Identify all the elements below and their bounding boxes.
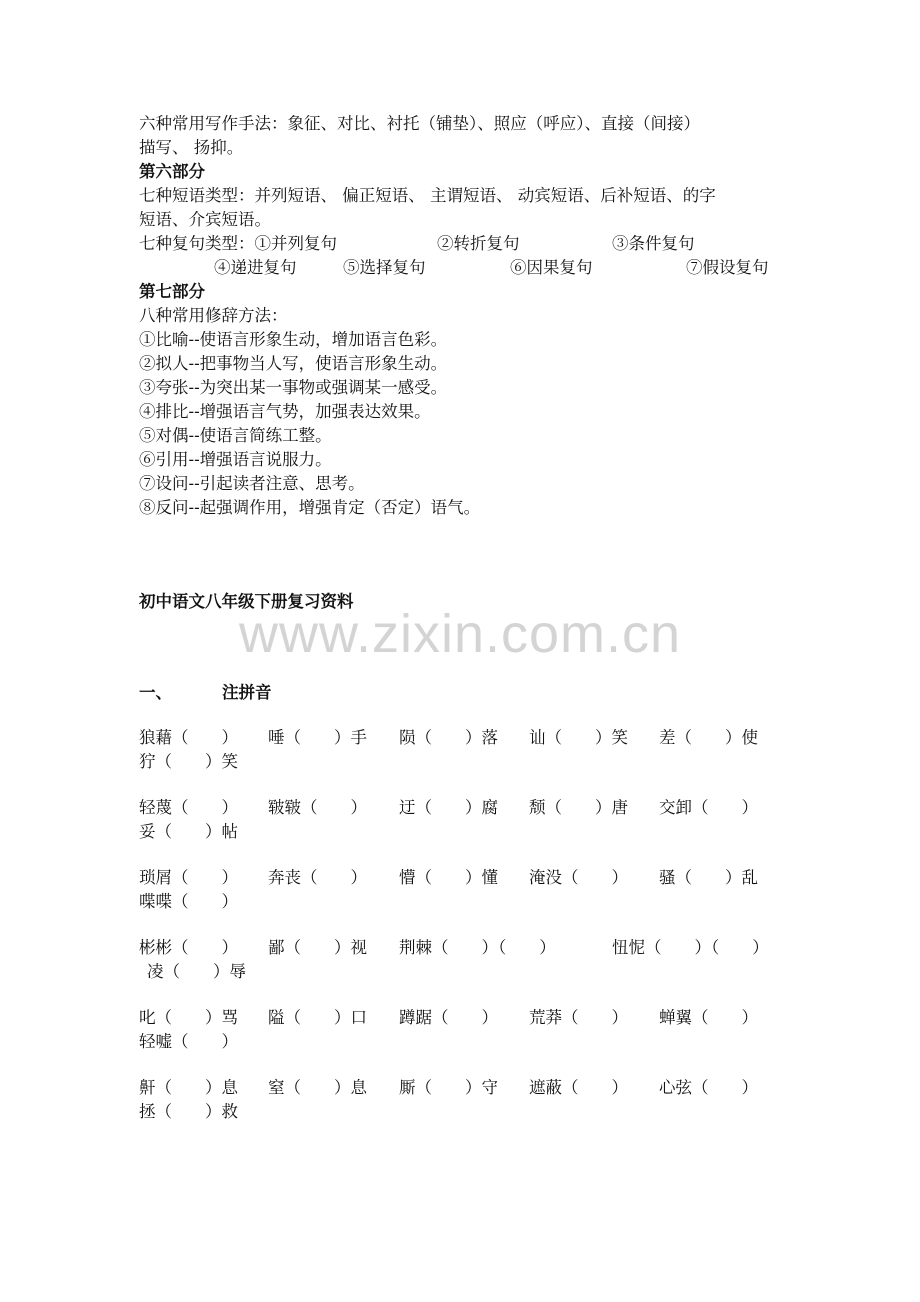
rhetoric-item: ②拟人--把事物当人写，使语言形象生动。 — [139, 354, 448, 373]
pinyin-blank: 淹没（ ） — [529, 868, 628, 887]
pinyin-blank: 窒（ ）息 — [268, 1078, 367, 1097]
pinyin-blank: 厮（ ）守 — [399, 1078, 498, 1097]
pinyin-blank: 妥（ ）帖 — [139, 822, 238, 841]
rhetoric-item: ⑦设问--引起读者注意、思考。 — [139, 474, 365, 493]
rhetoric-item: ④排比--增强语言气势，加强表达效果。 — [139, 402, 431, 421]
pinyin-blank: 懵（ ）懂 — [399, 868, 498, 887]
rhetoric-item: ⑧反问--起强调作用，增强肯定（否定）语气。 — [139, 498, 481, 517]
pinyin-blank: 拯（ ）救 — [139, 1102, 238, 1121]
clause-type: ⑤选择复句 — [343, 258, 426, 277]
rhetoric-intro: 八种常用修辞方法： — [139, 306, 288, 325]
writing-techniques-line-1: 六种常用写作手法：象征、对比、衬托（铺垫）、照应（呼应）、直接（间接） — [139, 114, 700, 133]
pinyin-blank: 心弦（ ） — [659, 1078, 758, 1097]
pinyin-blank: 狞（ ）笑 — [139, 752, 238, 771]
section-number: 一、 — [139, 683, 172, 702]
part-seven-heading: 第七部分 — [139, 282, 205, 301]
section-title: 注拼音 — [222, 683, 272, 702]
pinyin-blank: 鄙（ ）视 — [268, 938, 367, 957]
pinyin-blank: 讪（ ）笑 — [529, 728, 628, 747]
pinyin-blank: 差（ ）使 — [659, 728, 758, 747]
pinyin-blank: 骚（ ）乱 — [659, 868, 758, 887]
pinyin-blank: 奔丧（ ） — [268, 868, 367, 887]
pinyin-blank: 隘（ ）口 — [268, 1008, 367, 1027]
rhetoric-item: ⑤对偶--使语言简练工整。 — [139, 426, 332, 445]
pinyin-blank: 轻嘘（ ） — [139, 1032, 238, 1051]
pinyin-blank: 忸怩（ ）（ ） — [612, 938, 769, 957]
pinyin-blank: 叱（ ）骂 — [139, 1008, 238, 1027]
clause-type: ③条件复句 — [612, 234, 695, 253]
pinyin-blank: 荒莽（ ） — [529, 1008, 628, 1027]
clause-type: ②转折复句 — [437, 234, 520, 253]
pinyin-blank: 鼾（ ）息 — [139, 1078, 238, 1097]
pinyin-blank: 迂（ ）腐 — [399, 798, 498, 817]
pinyin-blank: 交卸（ ） — [659, 798, 758, 817]
pinyin-blank: 唾（ ）手 — [268, 728, 367, 747]
pinyin-blank: 蹲踞（ ） — [399, 1008, 498, 1027]
pinyin-blank: 狼藉（ ） — [139, 728, 238, 747]
pinyin-blank: 轻蔑（ ） — [139, 798, 238, 817]
clause-type: ④递进复句 — [214, 258, 297, 277]
phrase-types-line-2: 短语、介宾短语。 — [139, 210, 271, 229]
clause-types-intro: 七种复句类型：①并列复句 — [139, 234, 337, 253]
rhetoric-item: ①比喻--使语言形象生动，增加语言色彩。 — [139, 330, 448, 349]
document-title: 初中语文八年级下册复习资料 — [139, 592, 354, 611]
phrase-types-line-1: 七种短语类型：并列短语、 偏正短语、 主谓短语、 动宾短语、后补短语、的字 — [139, 186, 716, 205]
watermark: www.zixin.com.cn — [238, 604, 682, 664]
pinyin-blank: 遮蔽（ ） — [529, 1078, 628, 1097]
pinyin-blank: 蝉翼（ ） — [659, 1008, 758, 1027]
part-six-heading: 第六部分 — [139, 162, 205, 181]
clause-type: ⑦假设复句 — [686, 258, 769, 277]
pinyin-blank: 皲皲（ ） — [268, 798, 367, 817]
pinyin-blank: 荆棘（ ）（ ） — [399, 938, 556, 957]
rhetoric-item: ⑥引用--增强语言说服力。 — [139, 450, 332, 469]
pinyin-blank: 喋喋（ ） — [139, 892, 238, 911]
pinyin-blank: 颓（ ）唐 — [529, 798, 628, 817]
clause-type: ⑥因果复句 — [510, 258, 593, 277]
pinyin-blank: 琐屑（ ） — [139, 868, 238, 887]
pinyin-blank: 彬彬（ ） — [139, 938, 238, 957]
pinyin-blank: 凌（ ）辱 — [147, 962, 246, 981]
rhetoric-item: ③夸张--为突出某一事物或强调某一感受。 — [139, 378, 448, 397]
pinyin-blank: 陨（ ）落 — [399, 728, 498, 747]
writing-techniques-line-2: 描写、 扬抑。 — [139, 138, 244, 157]
